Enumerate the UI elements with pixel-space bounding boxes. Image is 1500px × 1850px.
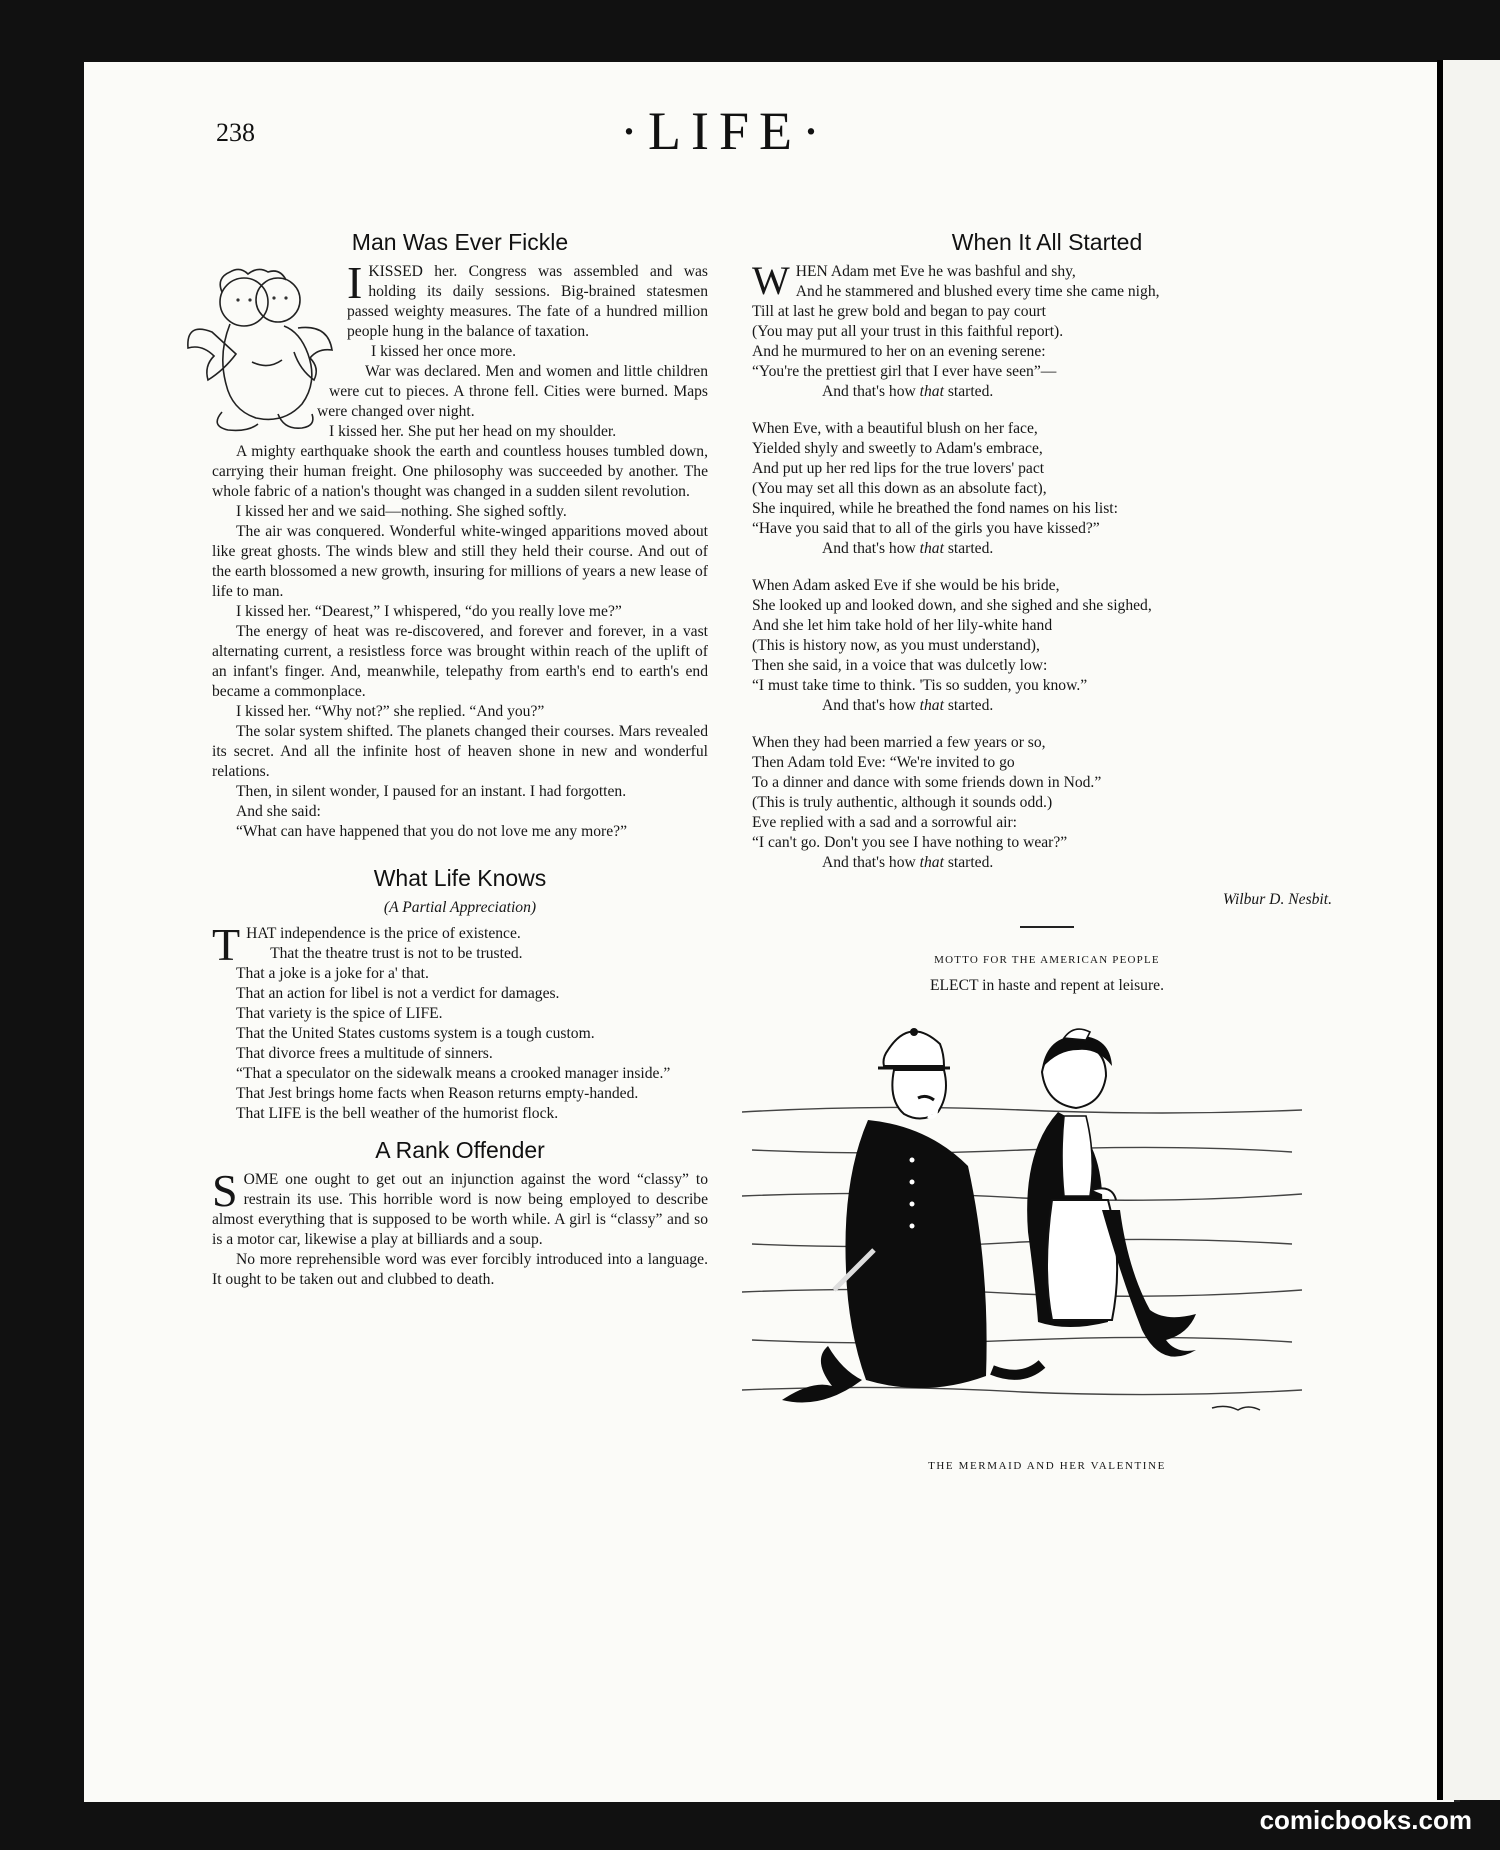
fickle-paragraph: Then, in silent wonder, I paused for an instant. I had forgotten. <box>236 783 627 800</box>
illustration-caption: THE MERMAID AND HER VALENTINE <box>928 1460 1166 1472</box>
poem-stanza <box>752 419 1342 559</box>
poem-line: Eve replied with a sad and a sorrowful air: <box>752 814 1018 831</box>
knows-line: That an action for libel is not a verdict for damages. <box>236 985 560 1002</box>
fickle-paragraph: And she said: <box>236 803 321 820</box>
poem-title: When It All Started <box>951 229 1143 255</box>
dropcap: T <box>212 919 241 970</box>
poem-line: WHEN Adam met Eve he was bashful and shy, <box>752 258 1076 303</box>
artist-signature <box>1212 1406 1260 1410</box>
poem-line: When they had been married a few years or so, <box>752 734 1046 751</box>
poem-line: “You're the prettiest girl that I ever have seen”— <box>752 363 1057 380</box>
fickle-paragraph: The energy of heat was re-discovered, and forever and forever, in a vast alternating current, a resistless force was brought within reach of the uplift of an infant's finger. And, meanwhile, telepathy from earth's end to earth's end became a commonplace. <box>212 623 708 700</box>
knows-title: What Life Knows <box>373 865 547 891</box>
fickle-paragraph: I kissed her once more. <box>371 343 517 360</box>
knows-line: That the theatre trust is not to be trusted. <box>270 945 523 962</box>
fickle-paragraph: I kissed her. “Dearest,” I whispered, “do you really love me?” <box>236 603 622 620</box>
knows-line: That Jest brings home facts when Reason returns empty-handed. <box>236 1085 639 1102</box>
fickle-paragraph: I KISSED her. Congress was assembled and was holding its daily sessions. Big-brained statesmen passed weighty measures. The fate of a hundred million people hung in the balance of taxation. <box>347 257 708 340</box>
poem-line: When Eve, with a beautiful blush on her face, <box>752 420 1038 437</box>
policeman-figure <box>782 1028 1042 1403</box>
offender-paragraph: No more reprehensible word was ever forcibly introduced into a language. It ought to be taken out and clubbed to death. <box>212 1251 708 1288</box>
fickle-article <box>212 257 708 842</box>
fickle-paragraph: War was declared. Men and women and little children were cut to pieces. A throne fell. Cities were burned. Maps were changed over night. <box>317 363 708 420</box>
fickle-title: Man Was Ever Fickle <box>351 229 569 255</box>
cherub-illustration <box>182 262 337 442</box>
fickle-paragraph: “What can have happened that you do not love me any more?” <box>236 823 627 840</box>
poem-line: She looked up and looked down, and she sighed and she sighed, <box>752 597 1152 614</box>
motto-text: ELECT in haste and repent at leisure. <box>930 977 1164 994</box>
knows-subtitle: (A Partial Appreciation) <box>383 899 537 916</box>
motto-heading: MOTTO FOR THE AMERICAN PEOPLE <box>934 954 1160 966</box>
left-column <box>212 229 708 1290</box>
dropcap: I <box>347 257 363 308</box>
offender-title: A Rank Offender <box>375 1137 545 1163</box>
poem-line: (You may set all this down as an absolute fact), <box>752 480 1047 497</box>
poem <box>752 258 1342 873</box>
divider-rule <box>1020 926 1074 928</box>
poem-stanza <box>752 733 1342 873</box>
poem-line: And he stammered and blushed every time she came nigh, <box>795 283 1160 300</box>
watermark: comicbooks.com <box>1259 1805 1472 1835</box>
poem-refrain: And that's how that started. <box>822 383 994 400</box>
knows-line: “That a speculator on the sidewalk means a crooked manager inside.” <box>236 1065 671 1082</box>
knows-line: That LIFE is the bell weather of the humorist flock. <box>236 1105 559 1122</box>
fickle-paragraph: I kissed her. “Why not?” she replied. “And you?” <box>236 703 545 720</box>
poem-line: Till at last he grew bold and began to pay court <box>752 303 1046 320</box>
poem-line: She inquired, while he breathed the fond names on his list: <box>752 500 1118 517</box>
knows-article <box>212 919 708 1124</box>
poem-refrain: And that's how that started. <box>822 697 994 714</box>
poem-refrain: And that's how that started. <box>822 854 994 871</box>
poem-stanza <box>752 576 1342 716</box>
poem-line: Then Adam told Eve: “We're invited to go <box>752 754 1015 771</box>
page-number: 238 <box>216 118 255 147</box>
poem-line: To a dinner and dance with some friends down in Nod.” <box>752 774 1102 791</box>
fickle-paragraph: I kissed her. She put her head on my shoulder. <box>329 423 617 440</box>
poem-line: (This is history now, as you must understand), <box>752 637 1040 654</box>
masthead: ·LIFE· <box>620 101 830 161</box>
poem-line: “I must take time to think. 'Tis so sudden, you know.” <box>752 677 1088 694</box>
fickle-paragraph: A mighty earthquake shook the earth and countless houses tumbled down, carrying their human freight. One philosophy was succeeded by another. The whole fabric of a nation's thought was changed in a sudden silent revolution. <box>212 443 708 500</box>
mermaid-valentine-illustration <box>742 1010 1302 1450</box>
dropcap: S <box>212 1165 238 1216</box>
knows-line: That the United States customs system is a tough custom. <box>236 1025 595 1042</box>
poem-line: (This is truly authentic, although it sounds odd.) <box>752 794 1053 811</box>
mermaid-figure <box>1027 1029 1196 1357</box>
poem-byline: Wilbur D. Nesbit. <box>1222 891 1332 908</box>
poem-refrain: And that's how that started. <box>822 540 994 557</box>
knows-line: That divorce frees a multitude of sinners. <box>236 1045 493 1062</box>
knows-line: That variety is the spice of LIFE. <box>236 1005 443 1022</box>
poem-line: When Adam asked Eve if she would be his bride, <box>752 577 1060 594</box>
poem-line: “Have you said that to all of the girls you have kissed?” <box>752 520 1100 537</box>
poem-line: Yielded shyly and sweetly to Adam's embrace, <box>752 440 1043 457</box>
right-column <box>752 229 1342 1476</box>
poem-line: And he murmured to her on an evening serene: <box>752 343 1046 360</box>
offender-paragraph: SOME one ought to get out an injunction against the word “classy” to restrain its use. This horrible word is now being employed to describe almost everything that is supposed to be worth while. A girl is “classy” and so is a motor car, likewise a play at billiards and a soup. <box>212 1165 708 1248</box>
poem-line: And put up her red lips for the true lovers' pact <box>752 460 1045 477</box>
poem-line: And she let him take hold of her lily-white hand <box>752 617 1053 634</box>
poem-line: Then she said, in a voice that was dulcetly low: <box>752 657 1048 674</box>
knows-line: THAT independence is the price of existence. <box>212 919 521 970</box>
offender-article <box>212 1165 708 1290</box>
poem-line: “I can't go. Don't you see I have nothing to wear?” <box>752 834 1068 851</box>
poem-line: (You may put all your trust in this faithful report). <box>752 323 1064 340</box>
poem-stanza <box>752 258 1342 402</box>
adjacent-page-edge <box>1437 60 1500 1800</box>
fickle-paragraph: The solar system shifted. The planets changed their courses. Mars revealed its secret. And all the infinite host of heaven shone in new and wonderful relations. <box>212 723 708 780</box>
dropcap: W <box>752 258 790 303</box>
knows-line: That a joke is a joke for a' that. <box>236 965 429 982</box>
fickle-paragraph: I kissed her and we said—nothing. She sighed softly. <box>236 503 567 520</box>
fickle-paragraph: The air was conquered. Wonderful white-winged apparitions moved about like great ghosts. The winds blew and still they held their course. And out of the earth blossomed a new growth, insuring for millions of years a new lease of life to man. <box>212 523 708 600</box>
